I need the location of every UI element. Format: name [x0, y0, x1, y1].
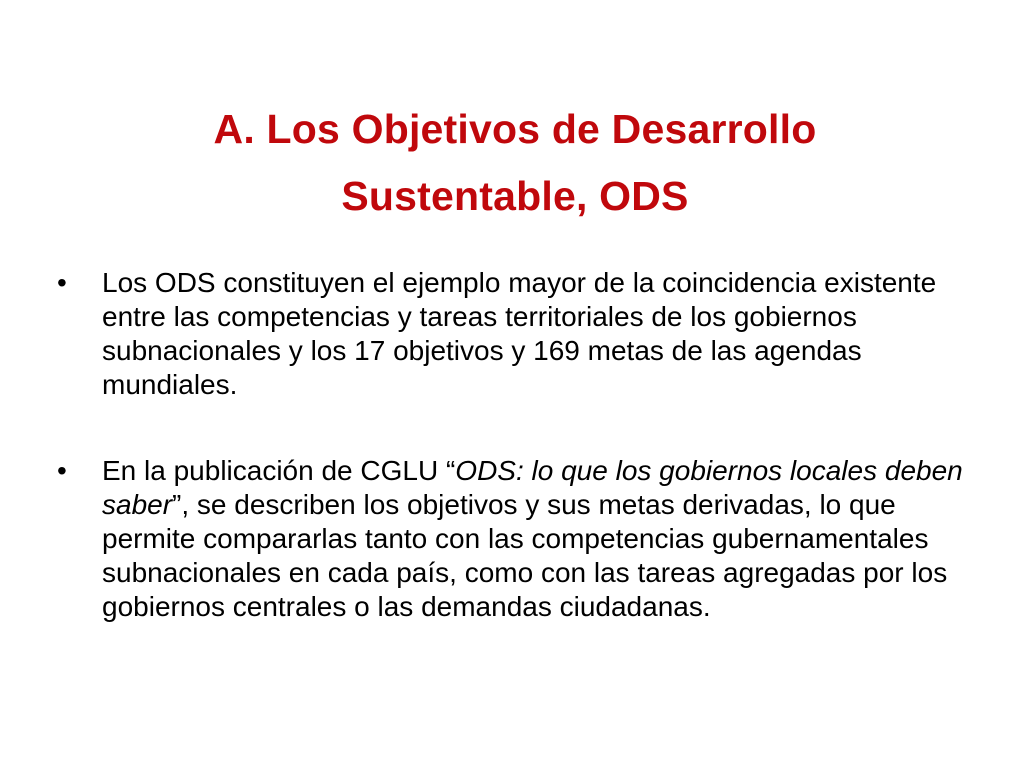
publication-title: ODS: lo que los gobiernos locales deben saber [102, 455, 963, 520]
bullet-text [102, 454, 968, 624]
bullet-icon: • [57, 455, 67, 486]
slide-title-line-2: Sustentable, ODS [341, 173, 689, 219]
bullet-icon: • [57, 267, 67, 298]
bullet-list [56, 266, 968, 624]
bullet-item-cglu-publication [56, 454, 968, 624]
slide-title-line-1: A. Los Objetivos de Desarrollo [213, 106, 817, 152]
bullet-text-prefix: En la publicación de CGLU “ [102, 455, 456, 486]
slide-title [90, 96, 940, 230]
bullet-text-suffix: ”, se describen los objetivos y sus metas derivadas, lo que permite compararlas tanto con las competencias gubernamentales subnacionales en cada país, como con las tareas agregadas por los gobiernos centrales o las demandas ciudadanas. [102, 489, 948, 622]
bullet-text: Los ODS constituyen el ejemplo mayor de la coincidencia existente entre las competencias y tareas territoriales de los gobiernos subnacionales y los 17 objetivos y 169 metas de las agendas mundiales. [102, 267, 937, 400]
bullet-item-ods-coincidence [56, 266, 968, 402]
